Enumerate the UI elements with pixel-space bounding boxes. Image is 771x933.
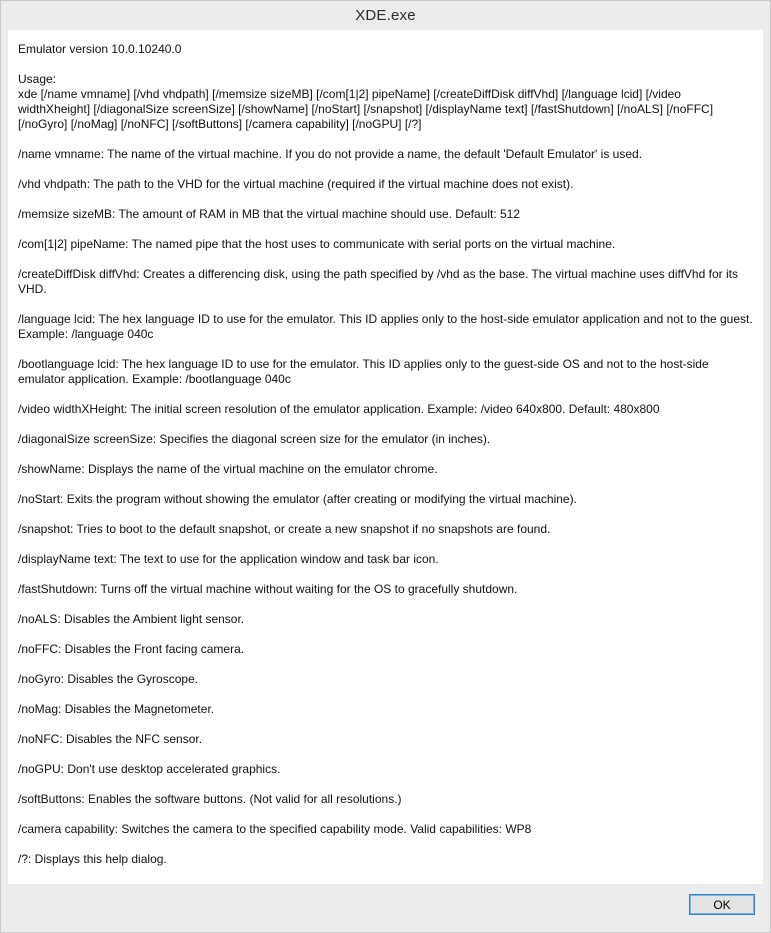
option-showname: /showName: Displays the name of the virtual machine on the emulator chrome. — [18, 462, 438, 476]
option-video: /video widthXHeight: The initial screen resolution of the emulator application. Example: /video 640x800. Default: 480x800 — [18, 402, 660, 416]
ok-button[interactable]: OK — [689, 894, 755, 915]
option-nogyro: /noGyro: Disables the Gyroscope. — [18, 672, 199, 686]
option-fastshutdown: /fastShutdown: Turns off the virtual machine without waiting for the OS to gracefully shutdown. — [18, 582, 518, 596]
option-help: /?: Displays this help dialog. — [18, 852, 167, 866]
option-noffc: /noFFC: Disables the Front facing camera. — [18, 642, 245, 656]
usage-label: Usage: — [18, 72, 57, 86]
window-title: XDE.exe — [355, 6, 416, 24]
option-nomag: /noMag: Disables the Magnetometer. — [18, 702, 215, 716]
usage-syntax: xde [/name vmname] [/vhd vhdpath] [/memsize sizeMB] [/com[1|2] pipeName] [/createDiffDisk diffVhd] [/language lcid] [/video widthXheight] [/diagonalSize screenSize] [/showName] [/noStart] [/snapshot] [/displayName text] [/fastShutdown] [/noALS] [/noFFC] [/noGyro] [/noMag] [/noNFC] [/softButtons] [/camera capability] [/noGPU] [/?] — [18, 87, 714, 131]
option-vhd: /vhd vhdpath: The path to the VHD for the virtual machine (required if the virtual machine does not exist). — [18, 177, 574, 191]
option-memsize: /memsize sizeMB: The amount of RAM in MB that the virtual machine should use. Default: 512 — [18, 207, 521, 221]
option-diagonalsize: /diagonalSize screenSize: Specifies the diagonal screen size for the emulator (in inches). — [18, 432, 491, 446]
option-nostart: /noStart: Exits the program without showing the emulator (after creating or modifying the virtual machine). — [18, 492, 577, 506]
option-noals: /noALS: Disables the Ambient light sensor. — [18, 612, 245, 626]
help-text-area — [8, 30, 763, 884]
option-bootlanguage: /bootlanguage lcid: The hex language ID to use for the emulator. This ID applies only to the guest-side OS and not to the host-side emulator application. Example: /bootlanguage 040c — [18, 357, 709, 386]
option-displayname: /displayName text: The text to use for the application window and task bar icon. — [18, 552, 439, 566]
title-bar[interactable] — [1, 1, 770, 29]
button-bar — [8, 884, 763, 929]
option-name: /name vmname: The name of the virtual machine. If you do not provide a name, the default 'Default Emulator' is used. — [18, 147, 643, 161]
option-nogpu: /noGPU: Don't use desktop accelerated graphics. — [18, 762, 281, 776]
option-softbuttons: /softButtons: Enables the software buttons. (Not valid for all resolutions.) — [18, 792, 402, 806]
option-creatediffdisk: /createDiffDisk diffVhd: Creates a differencing disk, using the path specified by /vhd as the base. The virtual machine uses diffVhd for its VHD. — [18, 267, 738, 296]
option-language: /language lcid: The hex language ID to use for the emulator. This ID applies only to the host-side emulator application and not to the guest. Example: /language 040c — [18, 312, 753, 341]
option-com: /com[1|2] pipeName: The named pipe that the host uses to communicate with serial ports on the virtual machine. — [18, 237, 616, 251]
help-content — [18, 42, 756, 882]
version-text: Emulator version 10.0.10240.0 — [18, 42, 182, 56]
option-snapshot: /snapshot: Tries to boot to the default snapshot, or create a new snapshot if no snapshots are found. — [18, 522, 551, 536]
option-camera: /camera capability: Switches the camera to the specified capability mode. Valid capabilities: WP8 — [18, 822, 532, 836]
option-nonfc: /noNFC: Disables the NFC sensor. — [18, 732, 203, 746]
